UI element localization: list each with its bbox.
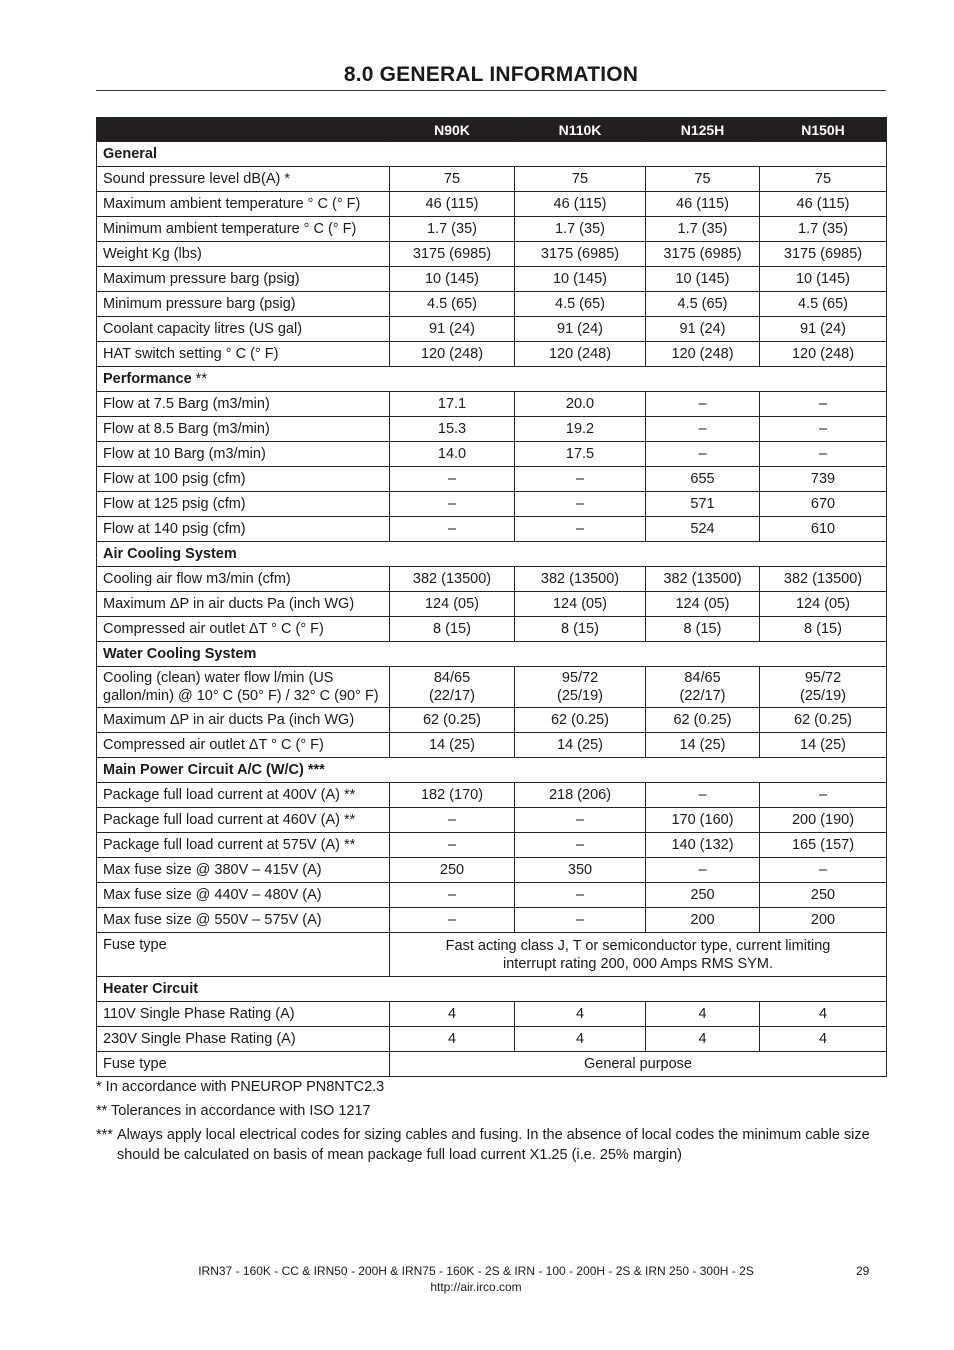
row-value: – [390,467,515,492]
row-value: – [646,442,760,467]
row-value: 571 [646,492,760,517]
air-cooling-section-row [97,542,887,567]
row-value [760,667,887,708]
row-value: 170 (160) [646,808,760,833]
row-value: 4 [515,1027,646,1052]
row-value: – [515,833,646,858]
water-cooling-section-label: Water Cooling System [103,646,257,662]
header-n110k: N110K [515,118,646,142]
row-label: Minimum pressure barg (psig) [97,292,390,317]
row-label: Flow at 8.5 Barg (m3/min) [97,417,390,442]
footnote-3 [96,1125,886,1165]
table-row [97,267,887,292]
row-value: 200 [646,908,760,933]
row-value: 14 (25) [515,733,646,758]
row-value: 75 [515,167,646,192]
row-value: 182 (170) [390,783,515,808]
row-value: – [390,517,515,542]
header-n125h: N125H [646,118,760,142]
row-value-line: (25/19) [557,688,603,704]
row-label: Maximum ambient temperature ° C (° F) [97,192,390,217]
row-value-line: 84/65 [684,670,721,686]
row-value: 8 (15) [515,617,646,642]
row-value: 4 [646,1027,760,1052]
table-row [97,858,887,883]
table-row [97,492,887,517]
row-value: – [760,417,887,442]
row-value: – [515,517,646,542]
row-value: 14 (25) [390,733,515,758]
row-label: Flow at 100 psig (cfm) [97,467,390,492]
row-value: 200 (190) [760,808,887,833]
row-label: Maximum ΔP in air ducts Pa (inch WG) [97,708,390,733]
row-label: 110V Single Phase Rating (A) [97,1002,390,1027]
row-value: 524 [646,517,760,542]
row-value-line: (22/17) [429,688,475,704]
row-value: 1.7 (35) [390,217,515,242]
row-value: 120 (248) [760,342,887,367]
row-value: – [760,858,887,883]
row-value-line: 84/65 [433,670,471,686]
row-value [646,667,760,708]
row-value: 62 (0.25) [390,708,515,733]
row-value: 4 [760,1002,887,1027]
row-value: 4.5 (65) [760,292,887,317]
row-value: 200 [760,908,887,933]
page-number: 29 [856,1264,870,1278]
row-label: 230V Single Phase Rating (A) [97,1027,390,1052]
row-value: 4.5 (65) [390,292,515,317]
row-value: 4 [760,1027,887,1052]
row-label: Coolant capacity litres (US gal) [97,317,390,342]
footer-doc-ref: IRN37 - 160K - CC & IRN50 - 200H & IRN75 - 160K - 2S & IRN - 100 - 200H - 2S & IRN 250 - 300H - 2S [198,1264,754,1278]
row-value: 62 (0.25) [760,708,887,733]
row-value: 124 (05) [646,592,760,617]
row-value: 62 (0.25) [646,708,760,733]
footnote-3-mark: *** [96,1127,113,1143]
heater-fuse-type-row [97,1052,887,1077]
row-value: 140 (132) [646,833,760,858]
row-value: 124 (05) [390,592,515,617]
row-label: Max fuse size @ 380V – 415V (A) [97,858,390,883]
fuse-type-row-value-line: interrupt rating 200, 000 Amps RMS SYM. [503,955,773,972]
table-row [97,783,887,808]
row-value: 4 [515,1002,646,1027]
table-row [97,317,887,342]
row-value: 124 (05) [760,592,887,617]
row-value: – [646,392,760,417]
row-value [515,667,646,708]
table-row [97,417,887,442]
header-n150h: N150H [760,118,887,142]
table-row [97,242,887,267]
table-row [97,1027,887,1052]
row-value: 17.1 [390,392,515,417]
water-cooling-section-title [97,642,887,667]
table-row [97,833,887,858]
row-label: Package full load current at 400V (A) ** [97,783,390,808]
table-row [97,217,887,242]
row-value: 46 (115) [515,192,646,217]
heater-fuse-type-row-value [390,1052,887,1077]
air-cooling-section-label: Air Cooling System [103,546,237,562]
row-label: Sound pressure level dB(A) * [97,167,390,192]
table-row [97,567,887,592]
row-label-line: gallon/min) @ 10° C (50° F) / 32° C (90° F) [103,688,379,704]
row-label: Max fuse size @ 550V – 575V (A) [97,908,390,933]
main-power-section-title [97,758,887,783]
row-value: 14 (25) [760,733,887,758]
header-blank [97,118,390,142]
row-value: 670 [760,492,887,517]
performance-section-label: Performance [103,371,192,387]
row-value-line: (25/19) [800,688,846,704]
row-label: Maximum pressure barg (psig) [97,267,390,292]
general-section-row [97,142,887,167]
row-value: 75 [646,167,760,192]
fuse-type-row-value-line: Fast acting class J, T or semiconductor type, current limiting [445,937,831,954]
row-label: Max fuse size @ 440V – 480V (A) [97,883,390,908]
table-row [97,617,887,642]
heater-fuse-type-row-label: Fuse type [97,1052,390,1077]
performance-section-suffix: ** [191,371,207,387]
footer-url[interactable]: http://air.irco.com [430,1280,522,1294]
row-label: Minimum ambient temperature ° C (° F) [97,217,390,242]
page-title: 8.0 GENERAL INFORMATION [343,63,639,86]
row-label: Flow at 10 Barg (m3/min) [97,442,390,467]
water-cooling-section-row [97,642,887,667]
row-value: 10 (145) [760,267,887,292]
row-value: 610 [760,517,887,542]
table-row [97,167,887,192]
fuse-type-row [97,933,887,977]
table-row [97,733,887,758]
row-value: – [760,392,887,417]
row-value: – [515,492,646,517]
row-value: 62 (0.25) [515,708,646,733]
row-value: 8 (15) [390,617,515,642]
table-row [97,908,887,933]
heater-circuit-section-row [97,977,887,1002]
row-value: 250 [760,883,887,908]
fuse-type-row-label: Fuse type [97,933,390,977]
row-value-line: 95/72 [804,670,842,686]
row-value: – [515,467,646,492]
row-value: 1.7 (35) [515,217,646,242]
performance-section-row [97,367,887,392]
row-value [390,667,515,708]
table-row [97,192,887,217]
row-value: 250 [390,858,515,883]
row-value: 124 (05) [515,592,646,617]
row-value: 46 (115) [760,192,887,217]
row-value: 4.5 (65) [646,292,760,317]
footnote-3-text: Always apply local electrical codes for sizing cables and fusing. In the absence of local codes the minimum cable size should be calculated on basis of mean package full load current X1.25 (i.e. 25% margin) [116,1127,870,1163]
row-label: Weight Kg (lbs) [97,242,390,267]
row-value: – [515,883,646,908]
footnote-1: * In accordance with PNEUROP PN8NTC2.3 [96,1079,385,1095]
table-row [97,808,887,833]
row-label-line: Cooling (clean) water flow l/min (US [103,670,334,686]
row-label: Compressed air outlet ΔT ° C (° F) [97,733,390,758]
row-value: 4 [646,1002,760,1027]
table-row [97,1002,887,1027]
row-value: 91 (24) [390,317,515,342]
heater-fuse-type-row-value-line: General purpose [583,1056,692,1072]
row-value: 3175 (6985) [390,242,515,267]
header-n90k: N90K [390,118,515,142]
row-value: 20.0 [515,392,646,417]
row-value: 17.5 [515,442,646,467]
row-value: 91 (24) [760,317,887,342]
row-value: 382 (13500) [390,567,515,592]
row-value: 8 (15) [646,617,760,642]
specifications-table [96,117,887,1077]
fuse-type-row-value [390,933,887,977]
row-value: – [760,783,887,808]
row-label: Package full load current at 460V (A) ** [97,808,390,833]
row-value: – [760,442,887,467]
row-value: 120 (248) [515,342,646,367]
row-value: 382 (13500) [515,567,646,592]
row-label: Flow at 140 psig (cfm) [97,517,390,542]
row-value: 8 (15) [760,617,887,642]
row-value: 75 [760,167,887,192]
row-value: – [515,808,646,833]
row-value-line: (22/17) [679,688,726,704]
row-label: Package full load current at 575V (A) ** [97,833,390,858]
row-value: 75 [390,167,515,192]
row-value: – [390,492,515,517]
row-value: 46 (115) [646,192,760,217]
row-value: 3175 (6985) [760,242,887,267]
table-row [97,517,887,542]
row-label: Maximum ΔP in air ducts Pa (inch WG) [97,592,390,617]
row-label: Cooling air flow m3/min (cfm) [97,567,390,592]
row-value: – [390,883,515,908]
row-value: 218 (206) [515,783,646,808]
row-value: 655 [646,467,760,492]
table-row [97,883,887,908]
air-cooling-section-title [97,542,887,567]
row-value: – [646,783,760,808]
table-row [97,708,887,733]
table-row [97,392,887,417]
row-value: 10 (145) [390,267,515,292]
row-value: 350 [515,858,646,883]
row-value: 91 (24) [515,317,646,342]
row-value: 91 (24) [646,317,760,342]
row-label: Flow at 125 psig (cfm) [97,492,390,517]
table-row-water-flow [97,667,887,708]
row-value: 739 [760,467,887,492]
row-value: – [646,858,760,883]
table-row [97,592,887,617]
heater-circuit-section-label: Heater Circuit [103,981,199,997]
main-power-section-label: Main Power Circuit A/C (W/C) *** [103,762,325,778]
row-value: 3175 (6985) [646,242,760,267]
row-value-line: 95/72 [561,670,599,686]
row-value: 14.0 [390,442,515,467]
table-row [97,342,887,367]
row-value: 4 [390,1027,515,1052]
table-row [97,467,887,492]
row-label [97,667,390,708]
row-value: 15.3 [390,417,515,442]
performance-section-title [97,367,887,392]
heater-circuit-section-title [97,977,887,1002]
general-section-title [97,142,887,167]
row-value: 10 (145) [515,267,646,292]
table-header-row [97,118,887,142]
general-section-label: General [103,146,157,162]
main-power-section-row [97,758,887,783]
row-value: 19.2 [515,417,646,442]
row-value: – [390,908,515,933]
row-value: 120 (248) [390,342,515,367]
row-label: Flow at 7.5 Barg (m3/min) [97,392,390,417]
row-value: 120 (248) [646,342,760,367]
row-value: 3175 (6985) [515,242,646,267]
row-label: HAT switch setting ° C (° F) [97,342,390,367]
row-value: 1.7 (35) [760,217,887,242]
footnotes [96,1077,886,1169]
row-label: Compressed air outlet ΔT ° C (° F) [97,617,390,642]
row-value: – [390,833,515,858]
row-value: 165 (157) [760,833,887,858]
row-value: 250 [646,883,760,908]
row-value: 1.7 (35) [646,217,760,242]
row-value: 46 (115) [390,192,515,217]
title-divider [96,90,886,91]
row-value: 4.5 (65) [515,292,646,317]
table-row [97,292,887,317]
row-value: 14 (25) [646,733,760,758]
row-value: 382 (13500) [760,567,887,592]
footnote-2: ** Tolerances in accordance with ISO 1217 [96,1103,371,1119]
row-value: 10 (145) [646,267,760,292]
row-value: 4 [390,1002,515,1027]
table-row [97,442,887,467]
row-value: – [390,808,515,833]
row-value: – [515,908,646,933]
row-value: – [646,417,760,442]
row-value: 382 (13500) [646,567,760,592]
